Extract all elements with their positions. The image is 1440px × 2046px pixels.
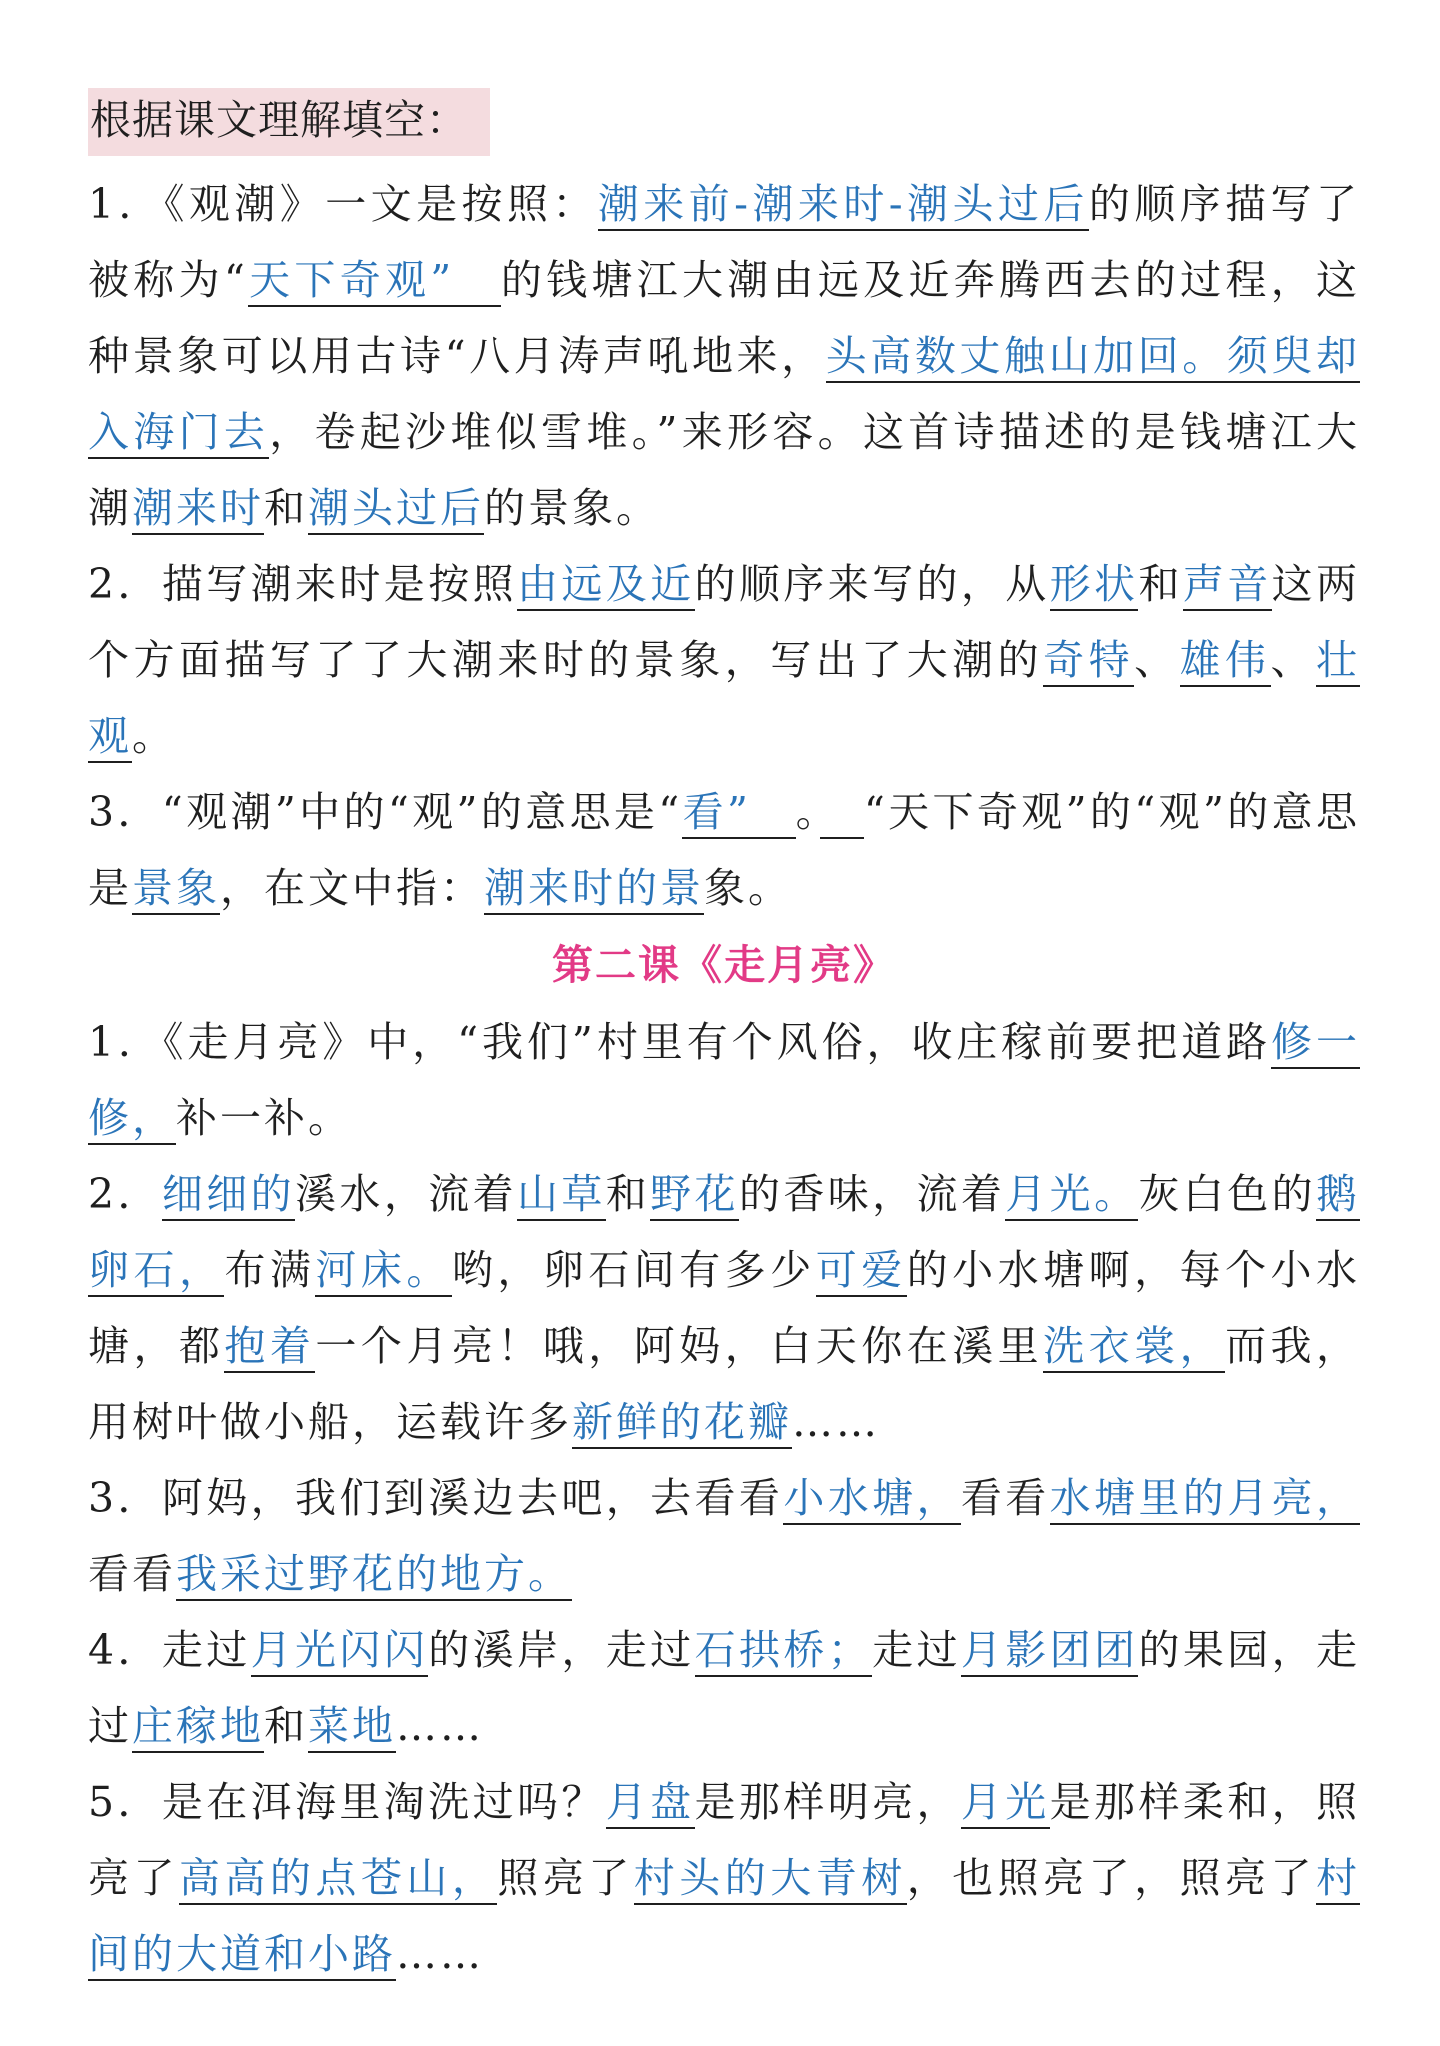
question-text: 哟，卵石间有多少 — [451, 1246, 816, 1294]
answer-blank: 我采过野花的地方。 — [176, 1550, 572, 1601]
question-text: 2． — [88, 1170, 162, 1218]
question-text: “天下奇观”的“观”的意思是 — [88, 788, 1360, 912]
question-text: 灰白色的 — [1138, 1170, 1317, 1218]
question-text: 而我，用树叶做小船，运载许多 — [88, 1322, 1361, 1446]
question-text: 和 — [264, 484, 308, 532]
answer-blank: 月光闪闪 — [251, 1626, 429, 1677]
question-text: 的香味，流着 — [738, 1170, 1006, 1218]
question-text: 2．描写潮来时是按照 — [88, 560, 517, 608]
question-item — [88, 1004, 1360, 1156]
question-text: 照亮了 — [497, 1854, 634, 1902]
answer-blank: 看” — [682, 788, 795, 839]
answer-blank: 形状 — [1050, 560, 1139, 611]
section-header: 根据课文理解填空： — [88, 88, 490, 156]
question-text: 、 — [1134, 636, 1180, 684]
question-text: 的钱塘江大潮由远及近奔腾西去的过程，这种景象可以用古诗“八月涛声吼地来， — [88, 256, 1360, 380]
answer-blank: 景象 — [132, 864, 220, 915]
question-text: 的景象。 — [484, 484, 660, 532]
question-text: 的果园，走过 — [88, 1626, 1361, 1750]
question-text: …… — [396, 1930, 484, 1978]
question-text: 1．《观潮》一文是按照： — [88, 180, 598, 228]
question-text: 、 — [1270, 636, 1317, 684]
answer-blank: 月光 — [961, 1778, 1050, 1829]
question-item — [88, 1156, 1360, 1460]
answer-blank: 可爱 — [816, 1246, 907, 1297]
answer-blank: 潮来前-潮来时-潮头过后 — [598, 180, 1089, 231]
question-text: 的溪岸，走过 — [428, 1626, 695, 1674]
answer-blank: 高高的点苍山， — [179, 1854, 497, 1905]
answer-blank: 修一修， — [88, 1018, 1360, 1145]
question-item — [88, 546, 1360, 774]
answer-blank: 山草 — [517, 1170, 606, 1221]
question-item — [88, 774, 1360, 926]
answer-blank: 鹅卵石， — [88, 1170, 1360, 1297]
answer-blank: 潮来时的景 — [484, 864, 704, 915]
answer-blank: 壮观 — [88, 636, 1360, 763]
answer-blank: 月光。 — [1005, 1170, 1138, 1221]
answer-blank: 雄伟 — [1180, 636, 1271, 687]
question-text: 看看 — [88, 1550, 176, 1598]
question-text: 看看 — [960, 1474, 1050, 1522]
question-text: 5．是在洱海里淘洗过吗？ — [88, 1778, 606, 1826]
answer-blank: 头高数丈触山加回。须臾却入海门去 — [88, 332, 1360, 459]
question-text: 走过 — [871, 1626, 961, 1674]
question-text: 一个月亮！哦，阿妈，白天你在溪里 — [315, 1322, 1044, 1370]
answer-blank: 石拱桥； — [695, 1626, 872, 1677]
question-text: 溪水，流着 — [295, 1170, 517, 1218]
question-text: 和 — [605, 1170, 651, 1218]
question-text: 和 — [264, 1702, 308, 1750]
answer-blank: 细细的 — [162, 1170, 295, 1221]
question-text: …… — [792, 1398, 880, 1446]
answer-blank: 洗衣裳， — [1043, 1322, 1225, 1373]
answer-blank: 奇特 — [1043, 636, 1134, 687]
question-text: 的小水塘啊，每个小水塘，都 — [88, 1246, 1361, 1370]
answer-blank: 村头的大青树 — [634, 1854, 907, 1905]
question-text: 是那样柔和，照亮了 — [88, 1778, 1361, 1902]
question-text: 是那样明亮， — [694, 1778, 961, 1826]
question-text: 补一补。 — [176, 1094, 352, 1142]
question-text: ，在文中指： — [220, 864, 484, 912]
answer-blank: 菜地 — [308, 1702, 396, 1753]
question-text: 布满 — [224, 1246, 316, 1294]
question-text: ，卷起沙堆似雪堆。”来形容。这首诗描述的是钱塘江大潮 — [88, 408, 1360, 532]
answer-blank: 天下奇观” — [248, 256, 501, 307]
question-text: 3．阿妈，我们到溪边去吧，去看看 — [88, 1474, 784, 1522]
answer-blank: 潮来时 — [132, 484, 264, 535]
question-item — [88, 166, 1360, 546]
question-item — [88, 1460, 1360, 1612]
question-item — [88, 1612, 1360, 1764]
lesson2-section — [88, 1004, 1360, 1992]
answer-blank: 月影团团 — [961, 1626, 1139, 1677]
question-item — [88, 1764, 1360, 1992]
question-text: 象。 — [704, 864, 792, 912]
answer-blank: 庄稼地 — [132, 1702, 264, 1753]
question-text: ，也照亮了，照亮了 — [906, 1854, 1317, 1902]
question-text: 的顺序来写的，从 — [694, 560, 1050, 608]
lesson-title: 第二课《走月亮》 — [552, 941, 896, 989]
answer-blank: 野花 — [650, 1170, 739, 1221]
question-text: 这两个方面描写了了大潮来时的景象，写出了大潮的 — [88, 560, 1361, 684]
question-text: 。 — [795, 788, 820, 836]
question-text: 3．“观潮”中的“观”的意思是“ — [88, 788, 683, 836]
answer-blank: 水塘里的月亮， — [1050, 1474, 1360, 1525]
answer-blank: 小水塘， — [783, 1474, 961, 1525]
answer-blank — [820, 788, 864, 839]
answer-blank: 抱着 — [224, 1322, 315, 1373]
question-text: 1．《走月亮》中，“我们”村里有个风俗，收庄稼前要把道路 — [88, 1018, 1272, 1066]
answer-blank: 村间的大道和小路 — [88, 1854, 1360, 1981]
answer-blank: 河床。 — [315, 1246, 451, 1297]
question-text: …… — [396, 1702, 484, 1750]
question-text: 和 — [1138, 560, 1183, 608]
question-text: 4．走过 — [88, 1626, 251, 1674]
question-text: 。 — [132, 712, 176, 760]
answer-blank: 声音 — [1183, 560, 1272, 611]
answer-blank: 由远及近 — [517, 560, 695, 611]
lesson1-section — [88, 166, 1360, 926]
answer-blank: 新鲜的花瓣 — [572, 1398, 792, 1449]
question-text: 的顺序描写了被称为“ — [88, 180, 1360, 304]
answer-blank: 潮头过后 — [308, 484, 484, 535]
answer-blank: 月盘 — [606, 1778, 695, 1829]
